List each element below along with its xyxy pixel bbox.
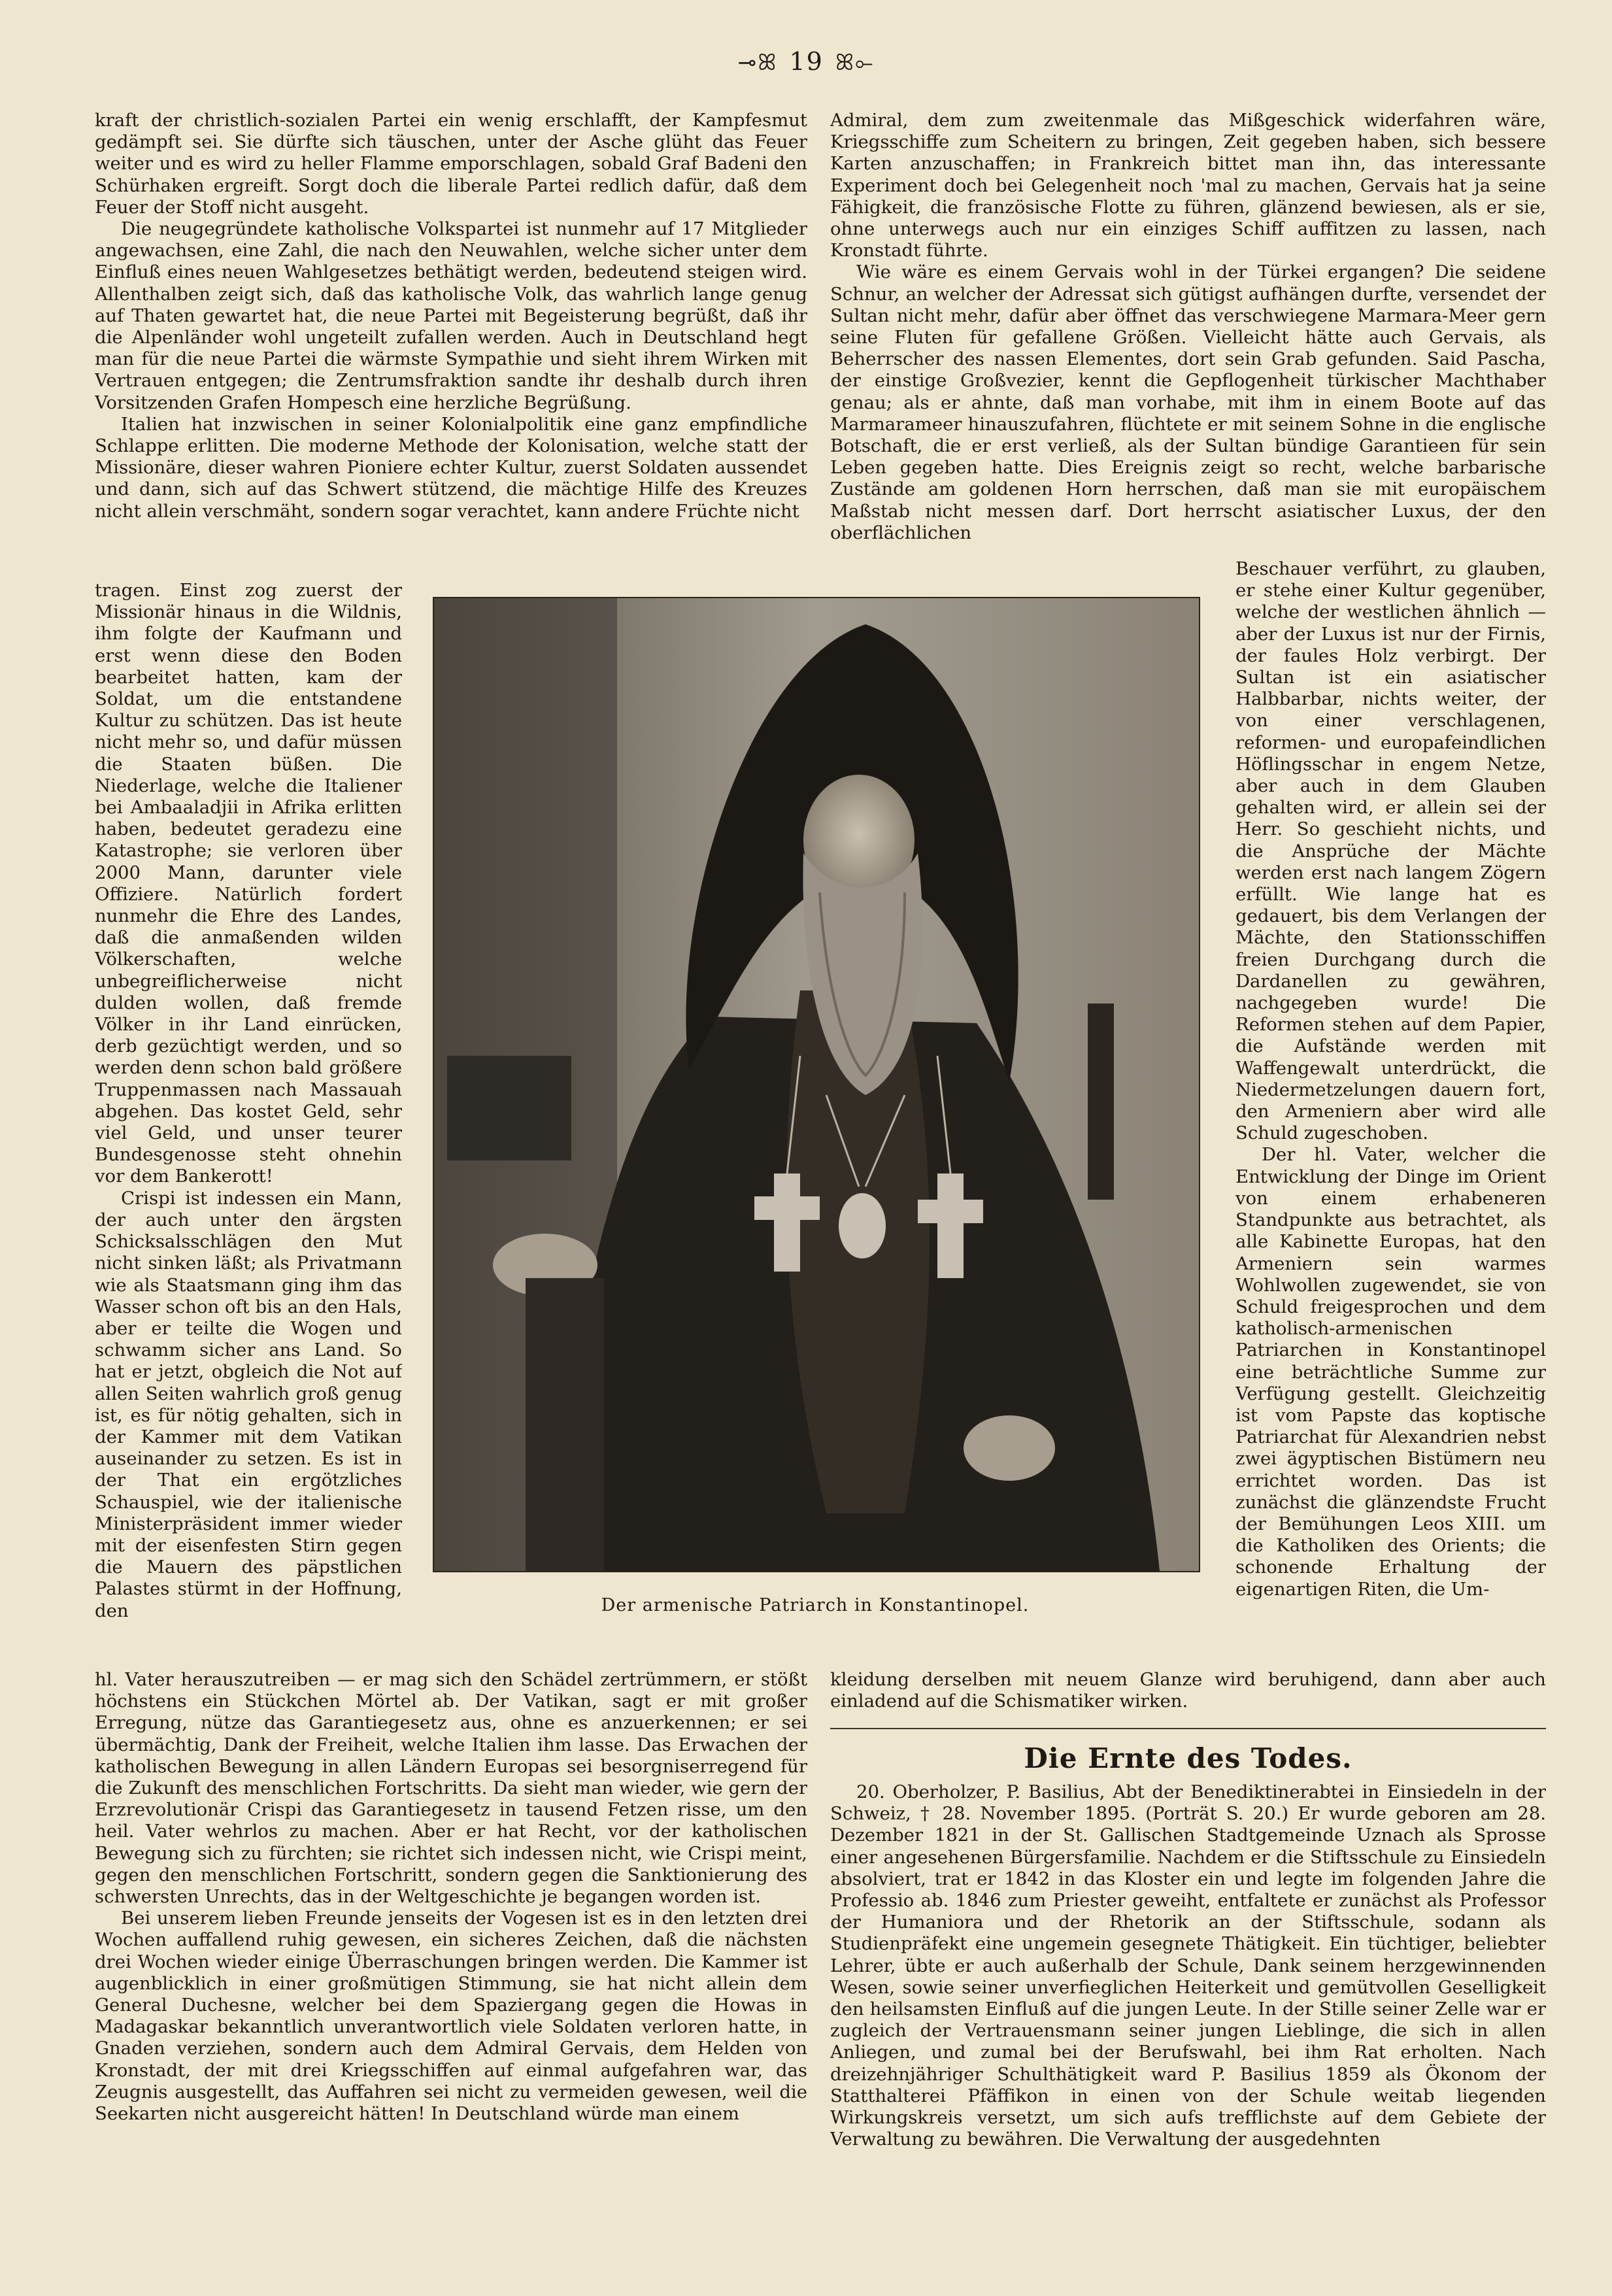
portrait-caption: Der armenische Patriarch in Konstantinopel.: [601, 1595, 1030, 1615]
page-number-text: 19: [789, 47, 824, 76]
page-number: [0, 47, 1612, 76]
paragraph: hl. Vater herauszutreiben — er mag sich den Schädel zertrümmern, er stößt höchstens ein Stückchen Mörtel ab. Der Vatikan, sagt er mit großer Erregung, nütze das Garantiegesetz aus, ohne es anzuerkennen; er sei übermächtig, Dank der Freiheit, welche Italien ihm lasse. Das Erwachen der katholischen Bewegung in allen Ländern Europas sei besorgniserregend für die Zukunft des menschlichen Fortschritts. Da sieht man wieder, wie gern der Erzrevolutionär Crispi das Garantiegesetz in tausend Fetzen risse, um den heil. Vater wehrlos zu machen. Aber er hat Recht, vor der katholischen Bewegung sich zu fürchten; sie richtet sich indessen nicht, wie Crispi meint, gegen den menschlichen Fortschritt, sondern gegen die Sanktionierung des schwersten Unrechts, das in der Weltgeschichte je begangen worden ist.: [95, 1669, 807, 1908]
portrait-engraving: [434, 598, 1199, 1571]
right-column-narrow: [1235, 558, 1546, 1667]
section-divider: [830, 1728, 1546, 1729]
left-column-top: [95, 110, 807, 597]
paragraph: Die neugegründete katholische Volkspartei ist nunmehr auf 17 Mitglieder angewachsen, eine Zahl, die nach den Neuwahlen, welche sicher unter dem Einfluß eines neuen Wahlgesetzes bethätigt werden, bedeutend steigen wird. Allenthalben zeigt sich, daß das katholische Volk, das wahrlich lange genug auf Thaten gewartet hat, die neue Partei mit Begeisterung begrüßt, daß ihr die Alpenländer wohl ungeteilt zufallen werden. Auch in Deutschland hegt man für die neue Partei die wärmste Sympathie und sieht ihrem Wirken mit Vertrauen entgegen; die Zentrumsfraktion sandte ihr deshalb durch ihren Vorsitzenden Grafen Hompesch eine herzliche Begrüßung.: [95, 218, 807, 413]
paragraph: kraft der christlich-sozialen Partei ein wenig erschlafft, der Kampfesmut gedämpft sei. Sie dürfte sich täuschen, unter der Asche glüht das Feuer weiter und es wird zu heller Flamme emporschlagen, sobald Graf Badeni den Schürhaken ergreift. Sorgt doch die liberale Partei redlich dafür, daß dem Feuer der Stoff nicht ausgeht.: [95, 110, 807, 218]
section-heading: Die Ernte des Todes.: [1024, 1742, 1352, 1774]
right-column-bottom: [830, 1669, 1546, 1724]
paragraph: tragen. Einst zog zuerst der Missionär hinaus in die Wildnis, ihm folgte der Kaufmann und erst wenn diese den Boden bearbeitet hatten, kam der Soldat, um die entstandene Kultur zu schützen. Das ist heute nicht mehr so, und dafür müssen die Staaten büßen. Die Niederlage, welche die Italiener bei Ambaaladjii in Afrika erlitten haben, bedeutet geradezu eine Katastrophe; sie verloren über 2000 Mann, darunter viele Offiziere. Natürlich fordert nunmehr die Ehre des Landes, daß die anmaßenden wilden Völkerschaften, welche unbegreiflicherweise nicht dulden wollen, daß fremde Völker in ihr Land einrücken, derb gezüchtigt werden, und so werden denn schon bald größere Truppenmassen nach Massauah abgehen. Das kostet Geld, sehr viel Geld, und unser teurer Bundesgenosse steht ohnehin vor dem Bankerott!: [95, 580, 402, 1187]
paragraph: Wie wäre es einem Gervais wohl in der Türkei ergangen? Die seidene Schnur, an welcher der Adressat sich gütigst aufhängen durfte, versendet der Sultan nicht mehr, dafür aber öffnet das verschwiegene Marmara-Meer gern seine Fluten für gefallene Größen. Vielleicht hätte auch Gervais, als Beherrscher des nassen Elementes, dort sein Grab gefunden. Said Pascha, der einstige Großvezier, kennt die Gepflogenheit türkischer Machthaber genau; als er ahnte, daß man vorhabe, mit ihm in einem Boote auf das Marmarameer hinauszufahren, flüchtete er mit seinem Sohne in die englische Botschaft, die er erst verließ, als der Sultan bündige Garantieen für sein Leben gegeben hatte. Dies Ereignis zeigt so recht, welche barbarische Zustände am goldenen Horn herrschen, daß man sie mit europäischem Maßstab nicht messen darf. Dort herrscht asiatischer Luxus, der den oberflächlichen: [830, 262, 1546, 543]
patriarch-portrait: [433, 597, 1200, 1572]
paragraph: Admiral, dem zum zweitenmale das Mißgeschick widerfahren wäre, Kriegsschiffe zum Scheitern zu bringen, Zeit gegeben haben, sich bessere Karten anzuschaffen; in Frankreich bittet man ihn, das interessante Experiment doch bei Gelegenheit noch 'mal zu machen, Gervais hat ja seine Fähigkeit, die französische Flotte zu führen, glänzend bewiesen, als er sie, ohne unterwegs auch nur ein einziges Schiff auffitzen zu lassen, nach Kronstadt führte.: [830, 110, 1546, 262]
right-ornament: ꕤ⟜: [835, 50, 875, 76]
left-column-bottom: [95, 1669, 807, 2197]
obituary-text: [830, 1781, 1546, 2200]
paragraph: Der hl. Vater, welcher die Entwicklung der Dinge im Orient von einem erhabeneren Standpunkte aus betrachtet, als alle Kabinette Europas, hat den Armeniern sein warmes Wohlwollen zugewendet, sie von Schuld freigesprochen und dem katholisch-armenischen Patriarchen in Konstantinopel eine beträchtliche Summe zur Verfügung gestellt. Gleichzeitig ist vom Papste das koptische Patriarchat für Alexandrien nebst zwei ägyptischen Bistümern neu errichtet worden. Das ist zunächst die glänzendste Frucht der Bemühungen Leos XIII. um die Katholiken des Orients; die schonende Erhaltung der eigenartigen Riten, die Um-: [1235, 1144, 1546, 1600]
paragraph: Crispi ist indessen ein Mann, der auch unter den ärgsten Schicksalsschlägen den Mut nicht sinken läßt; als Privatmann wie als Staatsmann ging ihm das Wasser schon oft bis an den Hals, aber er teilte die Wogen und schwamm sicher ans Land. So hat er jetzt, obgleich die Not auf allen Seiten wahrlich groß genug ist, es für nötig gehalten, sich in der Kammer mit dem Vatikan auseinander zu setzen. Es ist in der That ein ergötzliches Schauspiel, wie der italienische Ministerpräsident immer wieder mit der eisenfesten Stirn gegen die Mauern des päpstlichen Palastes stürmt in der Hoffnung, den: [95, 1187, 402, 1621]
paragraph: kleidung derselben mit neuem Glanze wird beruhigend, dann aber auch einladend auf die Schismatiker wirken.: [830, 1669, 1546, 1712]
portrait-right-hand: [964, 1415, 1055, 1481]
portrait-chair-arm: [526, 1278, 604, 1571]
right-column-top: [830, 110, 1546, 575]
left-column-narrow: [95, 580, 402, 1667]
paragraph: Beschauer verführt, zu glauben, er stehe einer Kultur gegenüber, welche der westlichen ähnlich — aber der Luxus ist nur der Firnis, der faules Holz verbirgt. Der Sultan ist ein asiatischer Halbbarbar, nichts weiter, der von einer verschlagenen, reformen- und europafeindlichen Höflingsschar in engem Netze, aber auch in dem Glauben gehalten wird, er allein sei der Herr. So geschieht nichts, und die Ansprüche der Mächte werden erst nach langem Zögern erfüllt. Wie lange hat es gedauert, bis dem Verlangen der Mächte, den Stationsschiffen freien Durchgang durch die Dardanellen zu gewähren, nachgegeben wurde! Die Reformen stehen auf dem Papier, die Aufstände werden mit Waffengewalt unterdrückt, die Niedermetzelungen dauern fort, den Armeniern aber wird alle Schuld zugeschoben.: [1235, 558, 1546, 1144]
portrait-furniture: [447, 1056, 571, 1160]
left-ornament: ⊸ꕤ: [737, 50, 778, 76]
paragraph: Bei unserem lieben Freunde jenseits der Vogesen ist es in den letzten drei Wochen auffallend ruhig gewesen, ein sicheres Zeichen, daß die nächsten drei Wochen wieder einige Überraschungen bringen werden. Die Kammer ist augenblicklich in einer großmütigen Stimmung, sie hat nicht allein dem General Duchesne, welcher bei dem Spaziergang gegen die Howas in Madagaskar bekanntlich unverantwortlich viele Soldaten verloren hatte, in Gnaden verziehen, sondern auch dem Admiral Gervais, dem Helden von Kronstadt, der mit drei Kriegsschiffen auf einmal aufgefahren war, das Zeugnis ausgestellt, das Auffahren sei nicht zu vermeiden gewesen, weil die Seekarten nicht ausgereicht hätten! In Deutschland würde man einem: [95, 1908, 807, 2125]
portrait-chair-post: [1088, 1004, 1114, 1200]
paragraph: Italien hat inzwischen in seiner Kolonialpolitik eine ganz empfindliche Schlappe erlitten. Die moderne Methode der Kolonisation, welche statt der Missionäre, dieser wahren Pioniere echter Kultur, zuerst Soldaten aussendet und dann, sich auf das Schwert stützend, die mächtige Hilfe des Kreuzes nicht allein verschmäht, sondern sogar verachtet, kann andere Früchte nicht: [95, 413, 807, 522]
paragraph: 20. Oberholzer, P. Basilius, Abt der Benediktinerabtei in Einsiedeln in der Schweiz, † 28. November 1895. (Porträt S. 20.) Er wurde geboren am 28. Dezember 1821 in der St. Gallischen Stadtgemeinde Uznach als Sprosse einer angesehenen Bürgersfamilie. Nachdem er die Stiftsschule zu Einsiedeln absolviert, trat er 1842 in das Kloster ein und legte im folgenden Jahre die Professio ab. 1846 zum Priester geweiht, entfaltete er zunächst als Professor der Humaniora und der Rhetorik an der Stiftsschule, sodann als Studienpräfekt eine ungemein gesegnete Thätigkeit. Ein tüchtiger, beliebter Lehrer, übte er auch außerhalb der Schule, Dank seinem herzgewinnenden Wesen, sowie seiner unverfieglichen Heiterkeit und gemütvollen Geselligkeit den heilsamsten Einfluß auf die jungen Leute. In der Stille seiner Zelle war er zugleich der Vertrauensmann seiner jungen Lieblinge, die sich in allen Anliegen, und zumal bei der Berufswahl, bei ihm Rat erholten. Nach dreizehnjähriger Schulthätigkeit ward P. Basilius 1859 als Ökonom der Statthalterei Pfäffikon in einen von der Schule weitab liegenden Wirkungskreis versetzt, um sich aufs trefflichste auf dem Gebiete der Verwaltung zu bewähren. Die Verwaltung der ausgedehnten: [830, 1781, 1546, 2150]
